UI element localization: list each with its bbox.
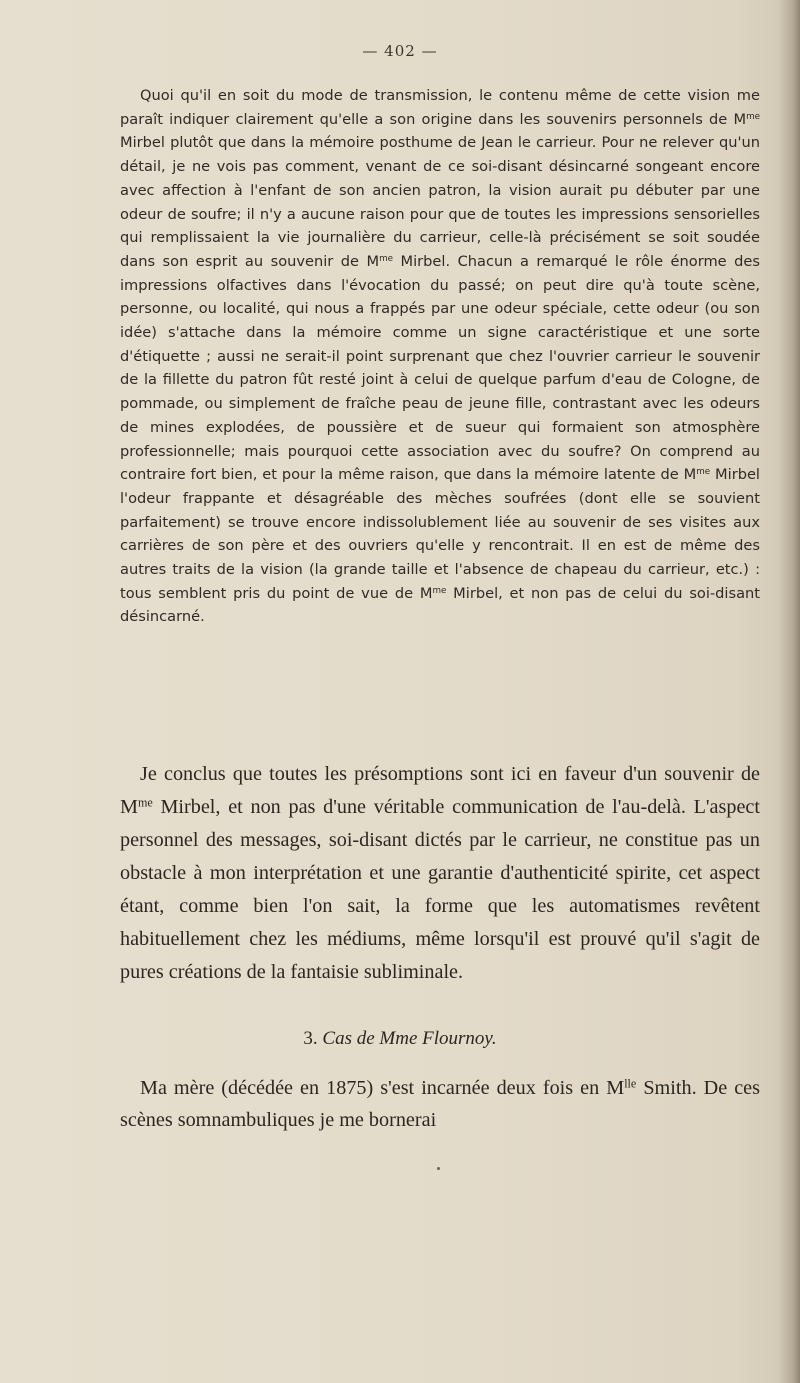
- page-edge-shadow: [778, 0, 800, 1383]
- section-number: 3.: [303, 1028, 318, 1049]
- ink-dot-mark: [437, 1167, 440, 1170]
- section-title: Cas de Mme Flournoy.: [322, 1028, 497, 1049]
- section-heading: [0, 1028, 800, 1050]
- paragraph-final-text: Ma mère (décédée en 1875) s'est incarnée deux fois en $M^{lle}$ Smith. De ces scènes somnambuliques je me bornerai: [120, 1076, 760, 1131]
- body-paragraph-small: [120, 84, 760, 629]
- body-paragraph-final: [120, 1072, 760, 1136]
- body-paragraph-large: [120, 758, 760, 989]
- paragraph-large-text: Je conclus que toutes les présomptions sont ici en faveur d'un souvenir de $M^{me}$ Mirbel, et non pas d'une véritable communication de l'au-delà. L'aspect personnel des messages, soi-disant dictés par le carrieur, ne constitue pas un obstacle à mon interprétation et une garantie d'authenticité spirite, cet aspect étant, comme bien l'on sait, la forme que les automatismes revêtent habituellement chez les médiums, même lorsqu'il est prouvé qu'il s'agit de pures créations de la fantaisie subliminale.: [120, 763, 760, 983]
- page-number: — 402 —: [362, 42, 438, 60]
- paragraph-small-text: Quoi qu'il en soit du mode de transmission, le contenu même de cette vision me paraît indiquer clairement qu'elle a son origine dans les souvenirs personnels de $M^{me}$ Mirbel plutôt que dans la mémoire posthume de Jean le carrieur. Pour ne relever qu'un détail, je ne vois pas comment, venant de ce soi-disant désincarné songeant encore avec affection à l'enfant de son ancien patron, la vision aurait pu débuter par une odeur de soufre; il n'y a aucune raison pour que de toutes les impressions sensorielles qui remplissaient la vie journalière du carrieur, celle-là précisément se soit soudée dans son esprit au souvenir de $M^{me}$ Mirbel. Chacun a remarqué le rôle énorme des impressions olfactives dans l'évocation du passé; on peut dire qu'à toute scène, personne, ou localité, qui nous a frappés par une odeur spéciale, cette odeur (ou son idée) s'attache dans la mémoire comme un signe caractéristique et une sorte d'étiquette ; aussi ne serait-il point surprenant que chez l'ouvrier carrieur le souvenir de la fillette du patron fût resté joint à celui de quelque parfum d'eau de Cologne, de pommade, ou simplement de fraîche peau de jeune fille, contrastant avec les odeurs de mines explodées, de poussière et de sueur qui formaient son atmosphère professionnelle; mais pourquoi cette association avec du soufre? On comprend au contraire fort bien, et pour la même raison, que dans la mémoire latente de $M^{me}$ Mirbel l'odeur frappante et désagréable des mèches soufrées (dont elle se souvient parfaitement) se trouve encore indissolublement liée au souvenir de ses visites aux carrières de son père et des ouvriers qu'elle y rencontrait. Il en est de même des autres traits de la vision (la grande taille et l'absence de chapeau du carrieur, etc.) : tous semblent pris du point de vue de $M^{me}$ Mirbel, et non pas de celui du soi-disant désincarné.: [120, 87, 761, 626]
